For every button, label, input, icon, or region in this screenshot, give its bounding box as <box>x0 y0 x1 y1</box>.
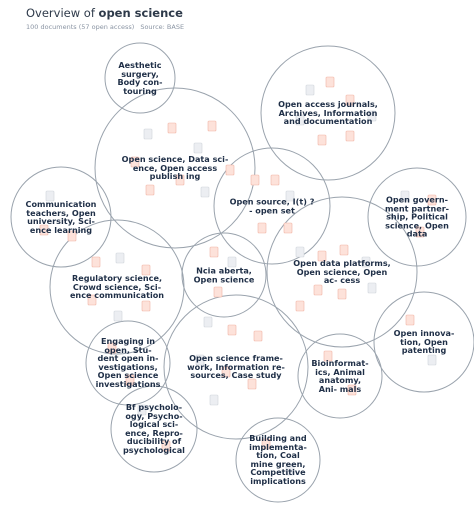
document-thumbnail <box>318 135 326 145</box>
area-label-building[interactable]: Building and implementa- tion, Coal mine green, Competitive implications <box>249 433 307 487</box>
document-thumbnail <box>116 253 124 263</box>
document-thumbnail <box>210 395 218 405</box>
area-label-engaging[interactable]: Engaging in open, Stu- dent open in- vestigations, Open science investigations <box>95 336 161 390</box>
document-thumbnail <box>340 245 348 255</box>
document-thumbnail <box>208 121 216 131</box>
document-thumbnail <box>338 289 346 299</box>
document-thumbnail <box>146 185 154 195</box>
area-label-open-data-platforms[interactable]: Open data platforms, Open science, Open ac- cess <box>293 258 391 286</box>
document-thumbnail <box>194 143 202 153</box>
document-thumbnail <box>228 325 236 335</box>
document-thumbnail <box>201 187 209 197</box>
document-thumbnail <box>406 315 414 325</box>
document-thumbnail <box>92 257 100 267</box>
area-label-ncia[interactable]: Ncia aberta, Open science <box>193 265 255 284</box>
area-label-open-source[interactable]: Open source, I(t) ?- open set <box>229 196 315 215</box>
document-thumbnail <box>428 355 436 365</box>
area-label-open-science-data[interactable]: Open science, Data sci- ence, Open access publish ing <box>121 154 229 182</box>
area-label-framework[interactable]: Open science frame- work, Information re- sources, Case study <box>187 353 285 381</box>
document-thumbnail <box>284 223 292 233</box>
document-thumbnail <box>204 317 212 327</box>
document-thumbnail <box>251 175 259 185</box>
document-thumbnail <box>210 247 218 257</box>
document-thumbnail <box>142 301 150 311</box>
document-thumbnail <box>254 331 262 341</box>
source-label: Source: BASE <box>140 23 185 31</box>
area-label-oa-journals[interactable]: Open access journals, Archives, Information and documentation <box>278 99 378 127</box>
document-thumbnail <box>271 175 279 185</box>
document-thumbnail <box>346 131 354 141</box>
document-thumbnail <box>114 311 122 321</box>
area-label-bioinformatics[interactable]: Bioinformat- ics, Animal anatomy, Ani- mals <box>311 357 369 394</box>
area-label-bf-psychology[interactable]: Bf psycholo- ogy, Psycho- logical sci- ence, Repro- ducibility of psychological <box>123 402 185 456</box>
document-thumbnail <box>296 247 304 257</box>
area-label-regulatory[interactable]: Regulatory science, Crowd science, Sci- ence communication <box>69 273 165 301</box>
page-title: Overview of open science <box>26 6 183 20</box>
area-label-aesthetic[interactable]: Aesthetic surgery, Body con- touring <box>117 59 163 96</box>
document-thumbnail <box>296 301 304 311</box>
document-thumbnail <box>258 223 266 233</box>
area-label-open-innovation[interactable]: Open innova- tion, Open patenting <box>393 328 455 356</box>
document-thumbnail <box>144 129 152 139</box>
area-label-communication[interactable]: Communication teachers, Open university, Sci- ence learning <box>25 198 97 235</box>
document-thumbnail <box>168 123 176 133</box>
area-label-open-gov[interactable]: Open govern- ment partner- ship, Political science, Open data <box>384 194 450 239</box>
document-thumbnail <box>314 285 322 295</box>
docs-count: 100 documents (57 open access) <box>26 23 135 31</box>
document-thumbnail <box>214 287 222 297</box>
document-thumbnail <box>326 77 334 87</box>
query-term: open science <box>98 6 183 20</box>
document-thumbnail <box>248 379 256 389</box>
document-thumbnail <box>306 85 314 95</box>
